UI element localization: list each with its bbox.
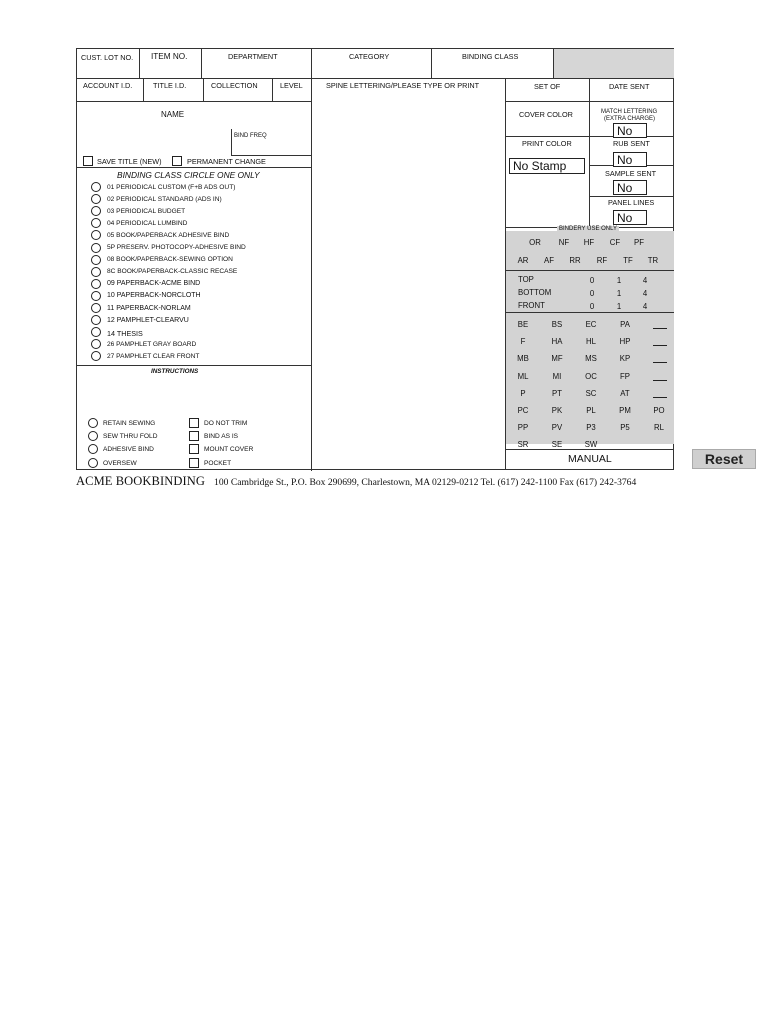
bindery-grid-code: FP (620, 372, 630, 381)
bindery-grid-code: ML (517, 372, 529, 381)
bindery-code: PF (634, 238, 644, 247)
bindery-grid-code: P (520, 389, 526, 398)
panel-lines-select[interactable]: No (613, 210, 647, 225)
position-label: BOTTOM (518, 288, 552, 297)
binding-class-option-label: 11 PAPERBACK-NORLAM (107, 304, 191, 312)
binding-class-radio[interactable] (91, 206, 101, 216)
sample-sent-label: SAMPLE SENT (605, 169, 657, 178)
binding-class-radio[interactable] (91, 279, 101, 289)
binding-class-radio[interactable] (91, 267, 101, 277)
blank-line (653, 380, 667, 381)
reset-button[interactable]: Reset (692, 449, 756, 469)
binding-class-option-label: 03 PERIODICAL BUDGET (107, 207, 186, 215)
cust-lot-label: CUST. LOT NO. (81, 53, 134, 62)
bindery-grid-code: PC (517, 406, 529, 415)
bindery-grid-code: PA (620, 320, 630, 329)
header-gray-cell (553, 49, 674, 78)
binding-class-option-label: 12 PAMPHLET-CLEARVU (107, 316, 189, 324)
company-name: ACME BOOKBINDING (76, 474, 206, 488)
permanent-change-checkbox[interactable] (172, 156, 182, 166)
bindery-grid-code: HA (551, 337, 563, 346)
binding-class-option-label: 8C BOOK/PAPERBACK-CLASSIC RECASE (107, 268, 238, 276)
set-of-label: SET OF (534, 82, 561, 91)
bindery-grid-code: F (520, 337, 526, 346)
bindery-grid-code: HP (619, 337, 631, 346)
item-no-label: ITEM NO. (151, 52, 188, 61)
bindery-grid-code: EC (585, 320, 597, 329)
bindery-slip-form (76, 48, 674, 470)
category-label: CATEGORY (349, 52, 390, 61)
trim-option-label: MOUNT COVER (204, 446, 254, 453)
bindery-grid-code: SE (551, 440, 563, 449)
title-id-label: TITLE I.D. (153, 81, 187, 90)
bindery-code: OR (529, 238, 541, 247)
binding-class-radio[interactable] (91, 303, 101, 313)
binding-class-radio[interactable] (91, 255, 101, 265)
binding-class-option-label: 02 PERIODICAL STANDARD (ADS IN) (107, 195, 222, 203)
binding-class-heading: BINDING CLASS CIRCLE ONE ONLY (117, 170, 260, 180)
bindery-code: AF (544, 256, 554, 265)
position-value: 4 (642, 302, 648, 311)
binding-class-option-label: 14 THESIS (107, 328, 143, 338)
position-value: 4 (642, 276, 648, 285)
bindery-grid-code: BE (517, 320, 529, 329)
binding-class-option-label: 09 PAPERBACK-ACME BIND (107, 280, 201, 288)
binding-class-radio[interactable] (91, 218, 101, 228)
binding-class-radio[interactable] (91, 327, 101, 337)
binding-class-radio[interactable] (91, 182, 101, 192)
position-label: FRONT (518, 301, 545, 310)
trim-option-checkbox[interactable] (189, 418, 199, 428)
bindery-code: CF (609, 238, 621, 247)
binding-class-radio[interactable] (91, 315, 101, 325)
company-address: 100 Cambridge St., P.O. Box 290699, Charlestown, MA 02129-0212 Tel. (617) 242-1100 Fax (617) 242-3764 (214, 477, 637, 488)
print-color-select[interactable]: No Stamp (509, 158, 585, 174)
position-value: 1 (616, 276, 622, 285)
trim-option-label: DO NOT TRIM (204, 420, 248, 427)
bindery-grid-code: HL (586, 337, 596, 346)
sewing-option-radio[interactable] (88, 444, 98, 454)
bindery-grid-code: PK (551, 406, 563, 415)
binding-class-option-label: 05 BOOK/PAPERBACK ADHESIVE BIND (107, 231, 230, 239)
trim-option-checkbox[interactable] (189, 431, 199, 441)
blank-line (653, 328, 667, 329)
sewing-option-radio[interactable] (88, 431, 98, 441)
binding-class-radio[interactable] (91, 243, 101, 253)
save-title-checkbox[interactable] (83, 156, 93, 166)
bindery-code: RF (596, 256, 608, 265)
divider (77, 78, 674, 79)
collection-label: COLLECTION (211, 81, 258, 90)
binding-class-option-label: 08 BOOK/PAPERBACK-SEWING OPTION (107, 256, 233, 264)
binding-class-radio[interactable] (91, 194, 101, 204)
bindery-code: RR (569, 256, 581, 265)
binding-class-label: BINDING CLASS (462, 52, 519, 61)
bindery-code: NF (558, 238, 570, 247)
bindery-grid-code: PL (586, 406, 596, 415)
binding-class-radio[interactable] (91, 230, 101, 240)
save-title-label: SAVE TITLE (NEW) (97, 157, 162, 166)
level-label: LEVEL (280, 81, 303, 90)
trim-option-label: POCKET (204, 460, 232, 467)
manual-label: MANUAL (568, 453, 612, 465)
account-id-label: ACCOUNT I.D. (83, 81, 133, 90)
bindery-grid-code: MS (585, 354, 597, 363)
department-label: DEPARTMENT (228, 52, 278, 61)
permanent-change-label: PERMANENT CHANGE (187, 157, 266, 166)
binding-class-option-label: 04 PERIODICAL LUMBIND (107, 219, 188, 227)
binding-class-option-label: 10 PAPERBACK-NORCLOTH (107, 292, 201, 300)
sewing-option-label: SEW THRU FOLD (103, 433, 158, 440)
bindery-grid-code: KP (619, 354, 631, 363)
blank-line (653, 345, 667, 346)
extra-charge-label: (EXTRA CHARGE) (604, 116, 656, 122)
sewing-option-label: ADHESIVE BIND (103, 446, 154, 453)
bindery-grid-code: P5 (620, 423, 630, 432)
bindery-grid-code: SR (517, 440, 529, 449)
name-label: NAME (161, 110, 185, 119)
bindery-grid-code: P3 (586, 423, 596, 432)
bindery-grid-code: PO (653, 406, 665, 415)
position-value: 1 (616, 289, 622, 298)
binding-class-radio[interactable] (91, 291, 101, 301)
panel-lines-label: PANEL LINES (608, 198, 655, 207)
binding-class-option-label: 26 PAMPHLET GRAY BOARD (107, 340, 197, 348)
bindery-code: AR (517, 256, 529, 265)
position-label: TOP (518, 275, 534, 284)
footer (76, 472, 636, 490)
rub-sent-select[interactable]: No (613, 152, 647, 167)
bindery-grid-code: PM (619, 406, 631, 415)
match-lettering-label: MATCH LETTERING (601, 109, 658, 115)
spine-lettering-label: SPINE LETTERING/PLEASE TYPE OR PRINT (326, 81, 480, 90)
bindery-grid-code: PV (551, 423, 563, 432)
sewing-option-radio[interactable] (88, 458, 98, 468)
trim-option-checkbox[interactable] (189, 458, 199, 468)
cover-color-label: COVER COLOR (519, 110, 573, 119)
sample-sent-select[interactable]: No (613, 180, 647, 195)
instructions-label: INSTRUCTIONS (151, 368, 199, 375)
bindery-use-only-label: BINDERY USE ONLY (559, 226, 618, 232)
bindery-grid-code: PT (552, 389, 562, 398)
trim-option-label: BIND AS IS (204, 433, 239, 440)
binding-class-radio[interactable] (91, 351, 101, 361)
date-sent-label: DATE SENT (609, 82, 650, 91)
position-value: 0 (589, 289, 595, 298)
position-value: 1 (616, 302, 622, 311)
bindery-grid-code: SW (584, 440, 598, 449)
binding-class-radio[interactable] (91, 339, 101, 349)
rub-sent-label: RUB SENT (613, 139, 650, 148)
bindery-grid-code: SC (585, 389, 597, 398)
bindery-grid-code: BS (551, 320, 563, 329)
bindery-grid-code: AT (620, 389, 630, 398)
print-color-label: PRINT COLOR (522, 139, 572, 148)
position-value: 0 (589, 302, 595, 311)
binding-class-option-label: 27 PAMPHLET CLEAR FRONT (107, 352, 200, 360)
blank-line (653, 397, 667, 398)
bindery-grid-code: MI (552, 372, 562, 381)
position-value: 4 (642, 289, 648, 298)
bindery-code: TF (623, 256, 633, 265)
sewing-option-label: OVERSEW (103, 460, 137, 467)
sewing-option-radio[interactable] (88, 418, 98, 428)
bindery-code: TR (647, 256, 659, 265)
trim-option-checkbox[interactable] (189, 444, 199, 454)
bindery-grid-code: RL (654, 423, 664, 432)
bindery-grid-code: MF (551, 354, 563, 363)
sewing-option-label: RETAIN SEWING (103, 420, 156, 427)
binding-class-option-label: 01 PERIODICAL CUSTOM (F+B ADS OUT) (107, 183, 236, 191)
bindery-grid-code: MB (517, 354, 529, 363)
match-lettering-select[interactable]: No (613, 123, 647, 138)
bindery-code: HF (583, 238, 595, 247)
bind-freq-label: BIND FREQ (234, 133, 267, 139)
bindery-grid-code: PP (517, 423, 529, 432)
binding-class-option-label: 5P PRESERV. PHOTOCOPY-ADHESIVE BIND (107, 244, 246, 251)
position-value: 0 (589, 276, 595, 285)
bindery-grid-code: OC (585, 372, 597, 381)
blank-line (653, 362, 667, 363)
